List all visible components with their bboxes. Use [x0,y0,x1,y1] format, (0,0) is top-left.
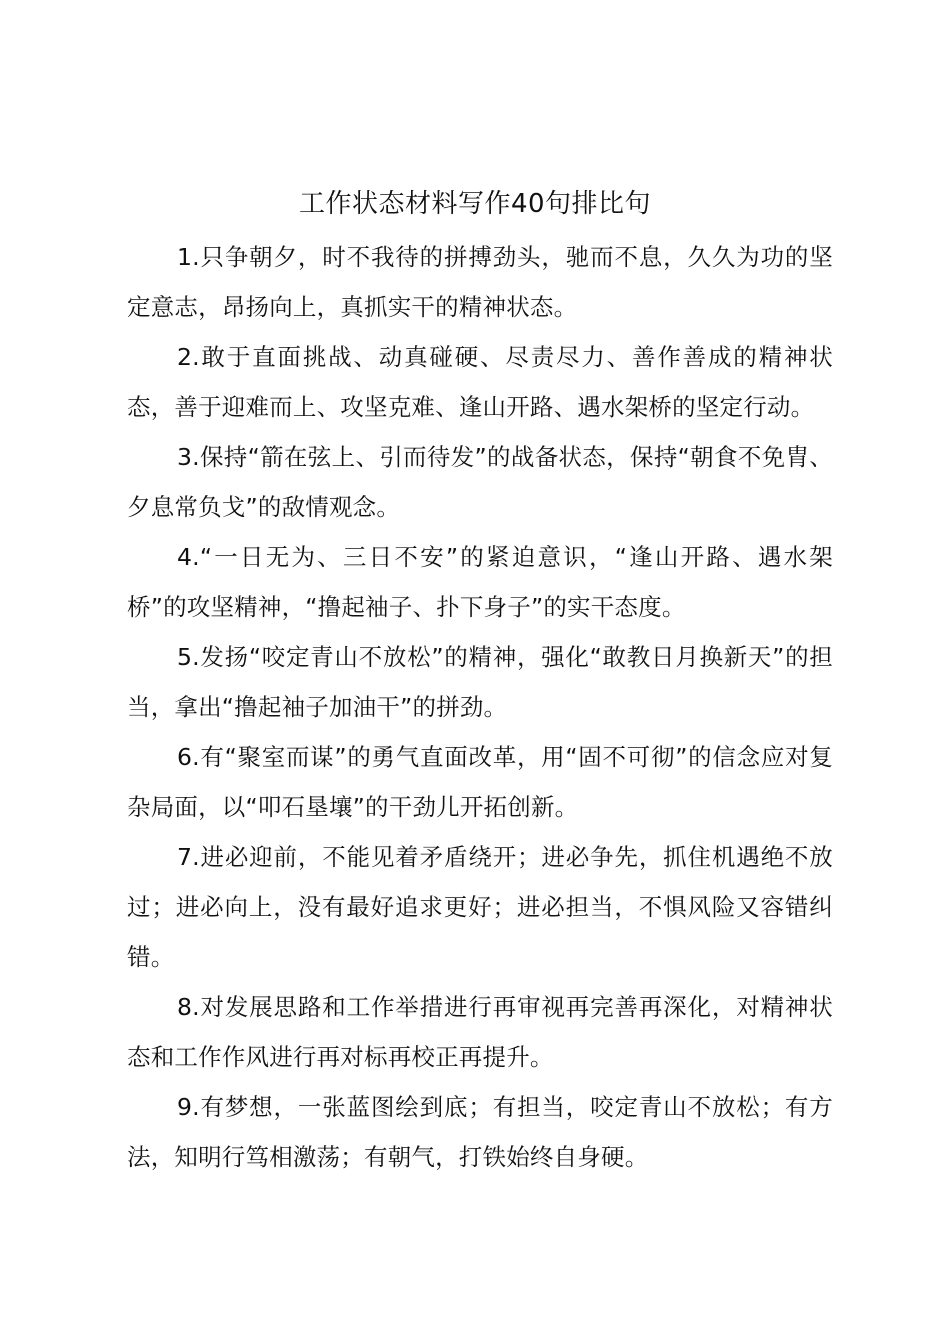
paragraph-5: 5.发扬“咬定青山不放松”的精神，强化“敢教日月换新天”的担当，拿出“撸起袖子加油干”的拼劲。 [127,643,833,721]
paragraph-9: 9.有梦想，一张蓝图绘到底；有担当，咬定青山不放松；有方法，知明行笃相激荡；有朝气，打铁始终自身硬。 [127,1093,833,1171]
paragraph-2: 2.敢于直面挑战、动真碰硬、尽责尽力、善作善成的精神状态，善于迎难而上、攻坚克难、逢山开路、遇水架桥的坚定行动。 [127,343,833,421]
paragraph-4: 4.“一日无为、三日不安”的紧迫意识，“逢山开路、遇水架桥”的攻坚精神，“撸起袖子、扑下身子”的实干态度。 [127,543,833,621]
paragraph-7: 7.进必迎前，不能见着矛盾绕开；进必争先，抓住机遇绝不放过；进必向上，没有最好追求更好；进必担当，不惧风险又容错纠错。 [127,843,833,971]
paragraph-6: 6.有“聚室而谋”的勇气直面改革，用“固不可彻”的信念应对复杂局面，以“叩石垦壤”的干劲儿开拓创新。 [127,743,833,821]
paragraph-3: 3.保持“箭在弦上、引而待发”的战备状态，保持“朝食不免胄、夕息常负戈”的敌情观念。 [127,443,833,521]
paragraph-1: 1.只争朝夕，时不我待的拼搏劲头，驰而不息，久久为功的坚定意志，昂扬向上，真抓实干的精神状态。 [127,243,833,321]
paragraph-8: 8.对发展思路和工作举措进行再审视再完善再深化，对精神状态和工作作风进行再对标再校正再提升。 [127,993,833,1071]
document-body [127,232,833,1182]
document-title: 工作状态材料写作40句排比句 [298,189,652,219]
